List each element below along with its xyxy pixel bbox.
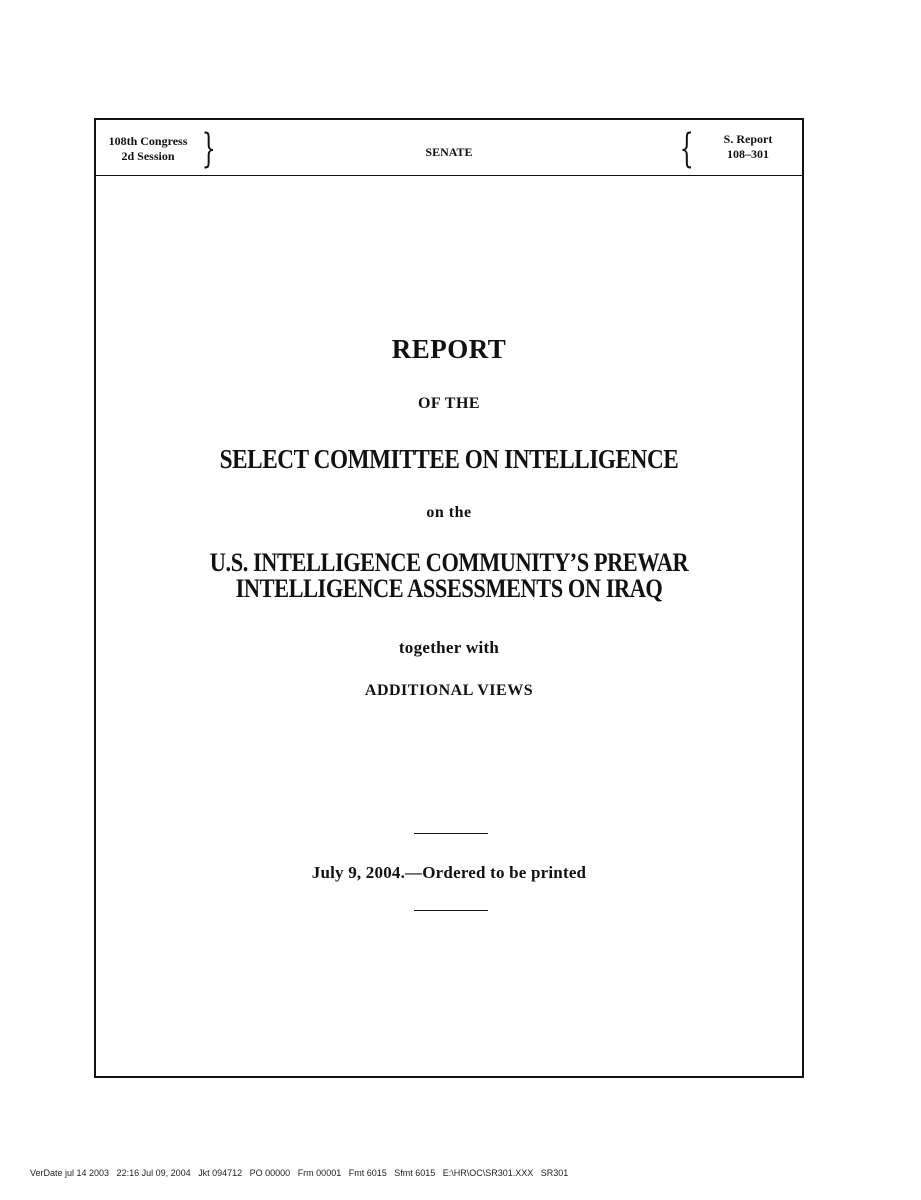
together-with-label: together with xyxy=(398,638,500,657)
report-type-label: S. Report xyxy=(723,132,773,146)
right-brace-icon: } xyxy=(201,126,216,172)
session-label: 2d Session xyxy=(121,149,175,163)
ordered-printed-line: July 9, 2004.—Ordered to be printed xyxy=(311,863,587,882)
verdate-footer: VerDate jul 14 2003 22:16 Jul 09, 2004 Jkt 094712 PO 00000 Frm 00001 Fmt 6015 Sfmt 6015 E:\HR\OC\SR301.XXX SR301 xyxy=(30,1168,569,1178)
committee-name: SELECT COMMITTEE ON INTELLIGENCE xyxy=(219,444,679,474)
report-title: REPORT xyxy=(391,334,507,364)
left-brace-icon: { xyxy=(679,126,694,172)
chamber-label: SENATE xyxy=(425,145,473,159)
of-the-label: OF THE xyxy=(417,395,481,412)
additional-views-label: ADDITIONAL VIEWS xyxy=(364,682,534,699)
divider-rule-bottom xyxy=(414,910,488,911)
congress-label: 108th Congress xyxy=(108,134,188,148)
on-the-label: on the xyxy=(426,504,472,521)
report-subject: U.S. INTELLIGENCE COMMUNITY’S PREWAR INTELLIGENCE ASSESSMENTS ON IRAQ xyxy=(209,548,689,603)
report-cover-frame xyxy=(94,118,804,1078)
divider-rule-top xyxy=(414,833,488,834)
report-header xyxy=(96,120,802,176)
report-number-label: 108–301 xyxy=(727,147,769,161)
report-number xyxy=(700,132,796,162)
